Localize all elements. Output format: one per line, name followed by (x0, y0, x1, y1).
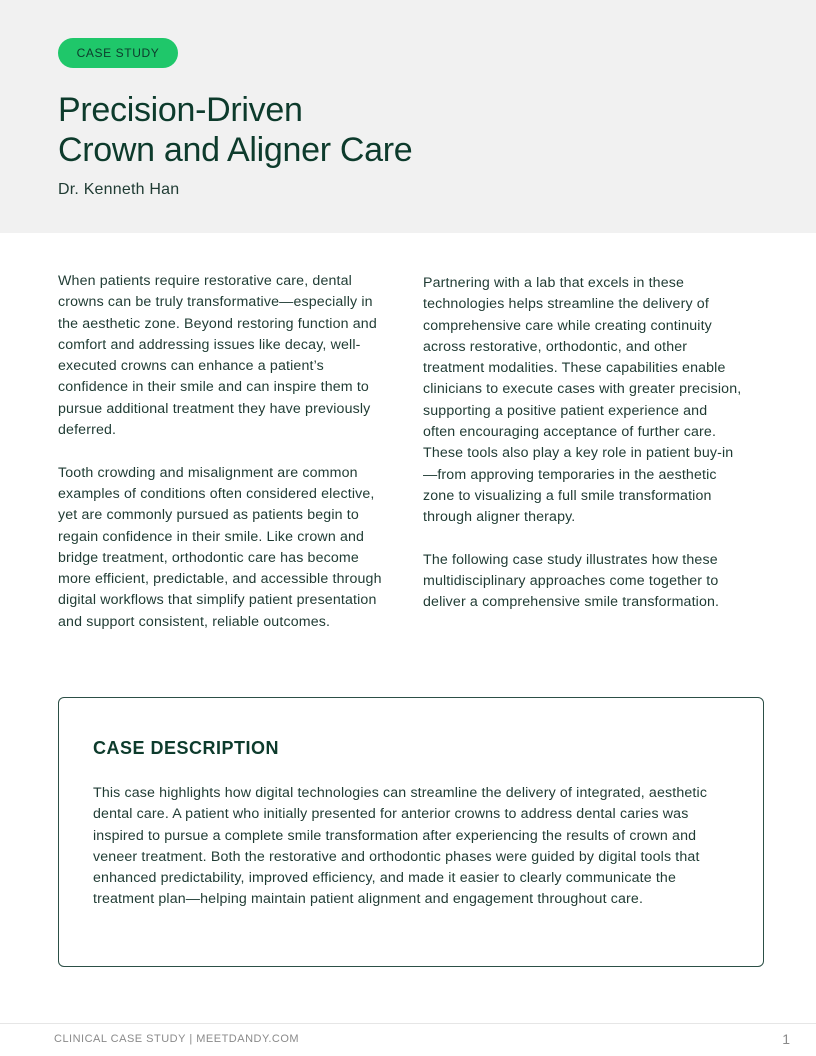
case-description-body: This case highlights how digital technologies can streamline the delivery of integrated, aesthetic dental care. A patient who initially presented for anterior crowns to address dental caries was inspired to pursue a complete smile transformation after experiencing the results of crown and veneer treatment. Both the restorative and orthodontic phases were guided by digital tools that enhanced predictability, improved efficiency, and made it easier to clearly communicate the treatment plan—helping maintain patient alignment and engagement throughout care. (93, 785, 708, 908)
left-paragraph-1: When patients require restorative care, dental crowns can be truly transformative—especially in the aesthetic zone. Beyond restoring function and comfort and addressing issues like decay, well-executed crowns can enhance a patient’s confidence in their smile and can inspire them to pursue additional treatment they have previously deferred. (58, 273, 377, 439)
right-column (423, 273, 743, 614)
title-line-2: Crown and Aligner Care (58, 131, 413, 169)
left-paragraph-2: Tooth crowding and misalignment are common examples of conditions often considered elective, yet are commonly pursued as patients begin to regain confidence in their smile. Like crown and bridge treatment, orthodontic care has become more efficient, predictable, and accessible through digital workflows that simplify patient presentation and support consistent, reliable outcomes. (58, 464, 382, 630)
title-line-1: Precision-Driven (58, 91, 303, 129)
case-description-heading: CASE DESCRIPTION (93, 738, 280, 758)
footer-divider (0, 1023, 816, 1024)
author-name: Dr. Kenneth Han (58, 181, 180, 198)
case-description-box (58, 697, 764, 967)
right-paragraph-2: The following case study illustrates how these multidisciplinary approaches come together to deliver a comprehensive smile transformation. (423, 551, 720, 611)
left-column (58, 271, 393, 633)
case-study-badge: CASE STUDY (58, 38, 178, 68)
right-paragraph-1: Partnering with a lab that excels in these technologies helps streamline the delivery of comprehensive care while creating continuity across restorative, orthodontic, and other treatment modalities. These capabilities enable clinicians to execute cases with greater precision, supporting a positive patient experience and often encouraging acceptance of further care. These tools also play a key role in patient buy-in—from approving temporaries in the aesthetic zone to visualizing a full smile transformation through aligner therapy. (423, 275, 742, 526)
page-title (58, 90, 412, 170)
footer-text: CLINICAL CASE STUDY | MEETDANDY.COM (54, 1033, 300, 1045)
page-number: 1 (782, 1031, 790, 1047)
header-band (0, 0, 816, 233)
